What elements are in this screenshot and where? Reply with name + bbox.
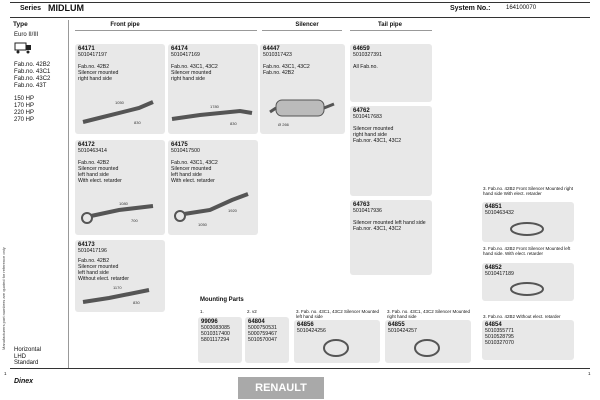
part-card-64659[interactable] [350, 44, 432, 102]
part-ref: 5010424257 [388, 328, 417, 334]
pipe-drawing [170, 190, 255, 230]
front-rule-a [75, 30, 172, 31]
section-silencer: Silencer [295, 22, 319, 28]
part-desc-4: With elect. retarder [78, 178, 122, 184]
part-head-64851: 3. Fab.no. 42B2 Front Silencer Mounted right hand side With elect. retarder [483, 186, 574, 196]
part-number: 64855 [388, 322, 405, 328]
hp-line-3: 220 HP [14, 110, 35, 116]
pipe-drawing [170, 99, 255, 129]
part-card-64173[interactable] [75, 240, 165, 312]
part-number: 64854 [485, 322, 502, 328]
mount-head-64855: 3. Fab. no. 43C1, 43C2 Silencer Mounted right hand side [387, 309, 471, 319]
section-tail-pipe: Tail pipe [378, 22, 402, 28]
type-value: Euro II/III [14, 32, 39, 38]
part-number: 64856 [297, 322, 314, 328]
part-ref: 5010417169 [171, 52, 200, 58]
system-number-value: 164100070 [506, 5, 537, 11]
part-head-64854: 3. Fab.no. 42B2 Without elect. retarder [483, 314, 561, 319]
part-desc-1: Fab.no. 43C1, 43C2 [171, 64, 218, 70]
tail-rule [350, 30, 432, 31]
footer-rule [10, 368, 590, 369]
part-number: 64171 [78, 46, 95, 52]
part-ref-2: 5010528795 [485, 334, 514, 340]
config-horizontal: Horizontal [14, 347, 42, 353]
pipe-drawing [79, 198, 159, 230]
part-desc-3: left hand side [78, 270, 109, 276]
part-number: 64763 [353, 202, 370, 208]
pipe-drawing [79, 94, 159, 129]
part-ref: 5010317423 [263, 52, 292, 58]
part-desc-3: left hand side [171, 172, 202, 178]
config-block [14, 347, 41, 367]
part-number: 64172 [78, 142, 95, 148]
part-number: 64173 [78, 242, 95, 248]
part-number: 99096 [201, 319, 218, 325]
part-desc-3: right hand side [171, 76, 206, 82]
part-card-64856[interactable] [294, 320, 380, 363]
page-number-right: 1 [588, 371, 591, 376]
mounting-parts-title: Mounting Parts [200, 297, 244, 303]
part-desc-2: right hand side [353, 132, 388, 138]
dim-label: Ø 266 [278, 122, 289, 127]
silencer-drawing [268, 94, 338, 129]
clamp-drawing [502, 219, 552, 239]
part-number: 64852 [485, 265, 502, 271]
config-standard: Standard [14, 360, 39, 366]
part-desc-2: Silencer mounted [171, 70, 212, 76]
section-front-pipe: Front pipe [110, 22, 140, 28]
part-desc-2: Silencer mounted [78, 264, 119, 270]
dim-label: 1920 [228, 208, 237, 213]
top-rule [10, 2, 590, 3]
part-ref: 5010327391 [353, 52, 382, 58]
type-icons [14, 41, 68, 60]
part-card-64171[interactable] [75, 44, 165, 134]
system-number-label: System No.: [450, 5, 491, 12]
part-desc-3: Fab.nor. 43C1, 43C2 [353, 138, 402, 144]
part-number: 64851 [485, 204, 502, 210]
mount-head-64856: 3. Fab. no. 43C1, 43C2 Silencer Mounted left hand side [296, 309, 380, 319]
dim-label: 830 [134, 120, 141, 125]
type-label: Type [13, 21, 28, 28]
part-head-64852: 3. Fab.no. 42B2 Front Silencer Mounted left hand side. With elect. retarder [483, 246, 571, 256]
part-ref-3: 5010327070 [485, 340, 514, 346]
part-desc-1: Silencer mounted left hand side [353, 220, 426, 226]
part-number: 64659 [353, 46, 370, 52]
part-card-64763[interactable] [350, 200, 432, 275]
part-desc-3: left hand side [78, 172, 109, 178]
part-card-64852[interactable] [482, 263, 574, 301]
dim-label: 830 [230, 121, 237, 126]
part-desc-2: Silencer mounted [171, 166, 212, 172]
dinex-logo: Dinex [14, 378, 34, 385]
side-disclaimer: Manufacturers part numbers are quoted for reference only [1, 247, 6, 350]
part-ref-3: 5801117294 [201, 337, 230, 343]
part-desc-3: right hand side [78, 76, 113, 82]
part-card-64804[interactable] [245, 317, 289, 363]
part-ref: 5010417189 [485, 271, 514, 277]
part-ref-2: 5000759467 [248, 331, 277, 337]
part-card-64172[interactable] [75, 140, 165, 235]
clamp-drawing [502, 279, 552, 299]
part-desc-1: Fab.no. 43C1, 43C2 [171, 160, 218, 166]
page-number-left: 1 [4, 371, 7, 376]
dim-label: 1080 [119, 201, 128, 206]
series-label: Series [20, 5, 42, 12]
part-desc-4: With elect. retarder [171, 178, 215, 184]
part-desc-2: Fab.no. 42B2 [263, 70, 295, 76]
part-card-64851[interactable] [482, 202, 574, 242]
part-desc-2: Fab.nor. 43C1, 43C2 [353, 226, 402, 232]
fab-line-2: Fab.no. 43C1 [14, 69, 51, 75]
part-ref: 5010417197 [78, 52, 107, 58]
part-ref: 5010463432 [485, 210, 514, 216]
part-card-64175[interactable] [168, 140, 258, 235]
part-card-64762[interactable] [350, 106, 432, 196]
part-ref: 5010463414 [78, 148, 107, 154]
hp-line-1: 150 HP [14, 96, 35, 102]
renault-brand-bar: RENAULT [238, 377, 324, 399]
part-desc-1: All Fab.no. [353, 64, 378, 70]
part-ref: 5010417500 [171, 148, 200, 154]
part-ref-1: 5000750531 [248, 325, 277, 331]
silencer-rule [262, 30, 342, 31]
part-ref-1: 5003083085 [201, 325, 230, 331]
mount-index: 1. [200, 309, 204, 314]
dim-label: 1170 [113, 285, 122, 290]
truck-icon [14, 41, 34, 55]
part-number: 64762 [353, 108, 370, 114]
part-card-64174[interactable] [168, 44, 258, 134]
part-number: 64804 [248, 319, 265, 325]
fab-line-3: Fab.no. 43C2 [14, 76, 51, 82]
part-desc-1: Fab.no. 42B2 [78, 258, 110, 264]
part-desc-4: Without elect. retarder [78, 276, 130, 282]
part-desc-1: Silencer mounted [353, 126, 394, 132]
type-column [10, 20, 69, 368]
hp-line-4: 270 HP [14, 117, 35, 123]
part-ref: 5010417196 [78, 248, 107, 254]
fab-line-1: Fab.no. 42B2 [14, 62, 51, 68]
series-value: MIDLUM [48, 3, 84, 13]
part-number: 64447 [263, 46, 280, 52]
part-number: 64174 [171, 46, 188, 52]
header-rule [10, 17, 590, 18]
part-card-64447[interactable] [260, 44, 345, 134]
pipe-drawing [79, 280, 159, 308]
dim-label: 1050 [115, 100, 124, 105]
dim-label: 830 [133, 300, 140, 305]
part-desc-1: Fab.no. 42B2 [78, 160, 110, 166]
mount-index: 2. v2 [247, 309, 257, 314]
part-card-64854[interactable] [482, 320, 574, 360]
part-ref: 5010417683 [353, 114, 382, 120]
dim-label: 1050 [198, 222, 207, 227]
part-desc-1: Fab.no. 42B2 [78, 64, 110, 70]
part-ref: 5010424256 [297, 328, 326, 334]
front-rule-b [172, 30, 257, 31]
clamp-drawing [407, 336, 447, 360]
hp-line-2: 170 HP [14, 103, 35, 109]
part-number: 64175 [171, 142, 188, 148]
clamp-drawing [316, 336, 356, 360]
part-ref: 5010417936 [353, 208, 382, 214]
part-desc-1: Fab.no. 43C1, 43C2 [263, 64, 310, 70]
dim-label: 700 [131, 218, 138, 223]
part-ref-3: 5010570047 [248, 337, 277, 343]
config-lhd: LHD [14, 353, 27, 360]
part-desc-2: Silencer mounted [78, 166, 119, 172]
fab-line-4: Fab.no. 43T [14, 83, 47, 89]
part-ref-1: 5010355771 [485, 328, 514, 334]
part-card-64855[interactable] [385, 320, 471, 363]
part-desc-2: Silencer mounted [78, 70, 119, 76]
part-card-99096[interactable] [198, 317, 242, 363]
part-ref-2: 5010317400 [201, 331, 230, 337]
dim-label: 1780 [210, 104, 219, 109]
